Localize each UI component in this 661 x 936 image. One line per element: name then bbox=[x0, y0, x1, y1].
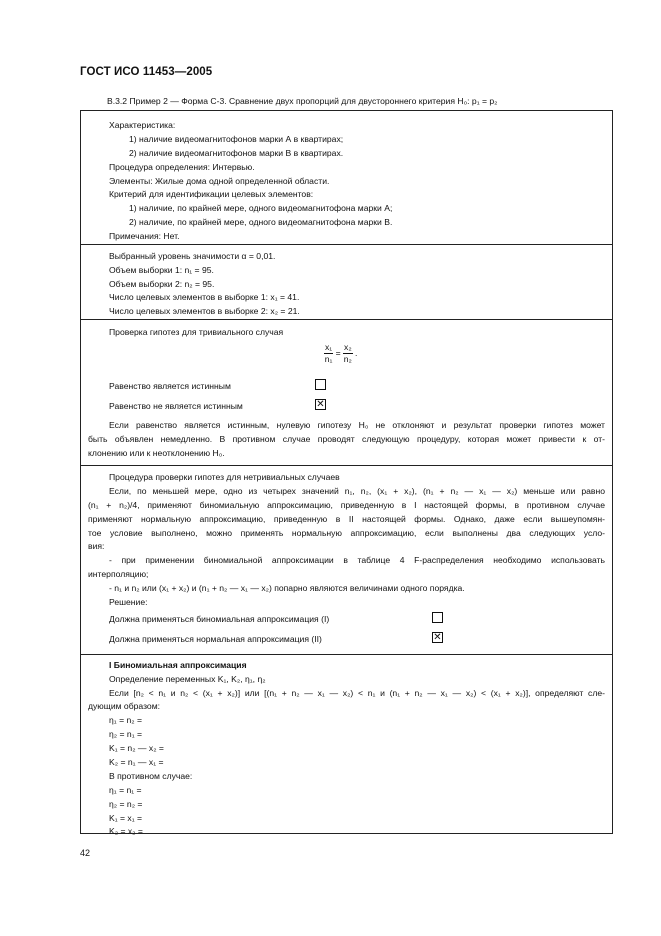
text-line: 2) наличие видеомагнитофонов марки В в квартирах. bbox=[129, 148, 344, 158]
text-line: Определение переменных K₁, K₂, η₁, η₂ bbox=[109, 674, 266, 684]
paragraph-line: клонению или к неотклонению H₀. bbox=[88, 448, 225, 458]
decision-label: Решение: bbox=[109, 597, 148, 607]
checkbox-true[interactable] bbox=[315, 379, 326, 390]
section-nontrivial-case bbox=[81, 466, 612, 655]
formula-line: η₁ = n₁ = bbox=[109, 785, 142, 795]
page-number: 42 bbox=[80, 848, 91, 858]
cross-mark-icon: ✕ bbox=[433, 631, 442, 643]
paragraph-line: тое условие выполнено, можно применять нормальную аппроксимацию, если выполнены два следующих усло- bbox=[88, 528, 605, 538]
option-label-binomial: Должна применяться биномиальная аппроксимация (I) bbox=[109, 614, 330, 624]
checkbox-binomial[interactable] bbox=[432, 612, 443, 623]
paragraph-line: Если равенство является истинным, нулевую гипотезу H₀ не отклоняют и результат проверки гипотез может bbox=[109, 420, 605, 430]
paragraph-line: применяют нормальную аппроксимацию, приведенную в II настоящей формы. Однако, даже если вышеупомян- bbox=[88, 514, 605, 524]
formula-line: η₁ = n₂ = bbox=[109, 715, 142, 725]
text-line: 1) наличие, по крайней мере, одного видеомагнитофона марки А; bbox=[129, 203, 393, 213]
checkbox-normal-checked[interactable] bbox=[432, 632, 443, 643]
text-line: Критерий для идентификации целевых элементов: bbox=[109, 189, 314, 199]
option-label-normal: Должна применяться нормальная аппроксимация (II) bbox=[109, 634, 322, 644]
paragraph-line: быть объявлен немедленно. В противном случае проводят следующую процедуру, которая может привести к от- bbox=[88, 434, 605, 444]
section-title: I Биномиальная аппроксимация bbox=[109, 660, 247, 670]
condition-line: - при применении биномиальной аппроксимации в таблице 4 F-распределения необходимо использовать bbox=[109, 555, 605, 565]
text-line: Характеристика: bbox=[109, 120, 176, 130]
text-line: Процедура определения: Интервью. bbox=[109, 162, 255, 172]
formula-line: K₁ = n₂ — x₂ = bbox=[109, 743, 164, 753]
formula-equals: = bbox=[335, 347, 341, 358]
formula-end: . bbox=[355, 347, 358, 358]
text-line: В противном случае: bbox=[109, 771, 193, 781]
condition-line: интерполяцию; bbox=[88, 569, 149, 579]
section-title: Процедура проверки гипотез для нетривиальных случаев bbox=[109, 472, 340, 482]
condition-line: дующим образом: bbox=[88, 701, 161, 711]
formula-line: η₂ = n₁ = bbox=[109, 729, 142, 739]
document-header: ГОСТ ИСО 11453—2005 bbox=[80, 66, 213, 78]
condition-line: Если [n₂ < n₁ и n₂ < (x₁ + x₂)] или [(n₁ + n₂ — x₁ — x₂) < n₁ и (n₁ + n₂ — x₁ — x₂) < (x₁ + x₂)], определяют сле- bbox=[109, 688, 605, 698]
formula-numerator: x₂ bbox=[344, 342, 352, 352]
text-line: Число целевых элементов в выборке 1: x₁ = 41. bbox=[109, 292, 300, 302]
formula-line: K₂ = x₂ = bbox=[109, 826, 143, 836]
form-caption: В.3.2 Пример 2 — Форма С-3. Сравнение двух пропорций для двустороннего критерия H₀: p₁ = p₂ bbox=[107, 96, 498, 106]
formula-line: η₂ = n₂ = bbox=[109, 799, 143, 809]
text-line: Примечания: Нет. bbox=[109, 231, 180, 241]
section-binomial-approximation bbox=[81, 655, 612, 835]
section-title: Проверка гипотез для тривиального случая bbox=[109, 327, 284, 337]
text-line: Объем выборки 2: n₂ = 95. bbox=[109, 279, 215, 289]
text-line: Выбранный уровень значимости α = 0,01. bbox=[109, 251, 276, 261]
formula-denominator: n₁ bbox=[324, 354, 333, 364]
formula-line: K₁ = x₁ = bbox=[109, 813, 143, 823]
section-characteristics bbox=[81, 111, 612, 245]
option-label-true: Равенство является истинным bbox=[109, 381, 231, 391]
form-table bbox=[80, 110, 613, 834]
text-line: Объем выборки 1: n₁ = 95. bbox=[109, 265, 214, 275]
equality-formula bbox=[324, 342, 357, 365]
text-line: Число целевых элементов в выборке 2: x₂ = 21. bbox=[109, 306, 300, 316]
text-line: 1) наличие видеомагнитофонов марки А в квартирах; bbox=[129, 134, 344, 144]
formula-line: K₂ = n₁ — x₁ = bbox=[109, 757, 164, 767]
text-line: Элементы: Жилые дома одной определенной области. bbox=[109, 176, 330, 186]
text-line: 2) наличие, по крайней мере, одного видеомагнитофона марки В. bbox=[129, 217, 393, 227]
section-trivial-case bbox=[81, 320, 612, 466]
section-parameters bbox=[81, 245, 612, 320]
paragraph-line: вия: bbox=[88, 541, 105, 551]
formula-numerator: x₁ bbox=[325, 342, 333, 352]
cross-mark-icon: ✕ bbox=[316, 398, 325, 410]
paragraph-line: Если, по меньшей мере, одно из четырех значений n₁, n₂, (x₁ + x₂), (n₁ + n₂ — x₁ — x₂) меньше или равно bbox=[109, 486, 605, 496]
checkbox-false-checked[interactable] bbox=[315, 399, 326, 410]
option-label-false: Равенство не является истинным bbox=[109, 401, 243, 411]
formula-denominator: n₂ bbox=[343, 354, 352, 364]
condition-line: - n₁ и n₂ или (x₁ + x₂) и (n₁ + n₂ — x₁ — x₂) попарно являются величинами одного порядка. bbox=[109, 583, 465, 593]
paragraph-line: (n₁ + n₂)/4, применяют биномиальную аппроксимацию, приведенную в I настоящей формы, в противном случае bbox=[88, 500, 605, 510]
